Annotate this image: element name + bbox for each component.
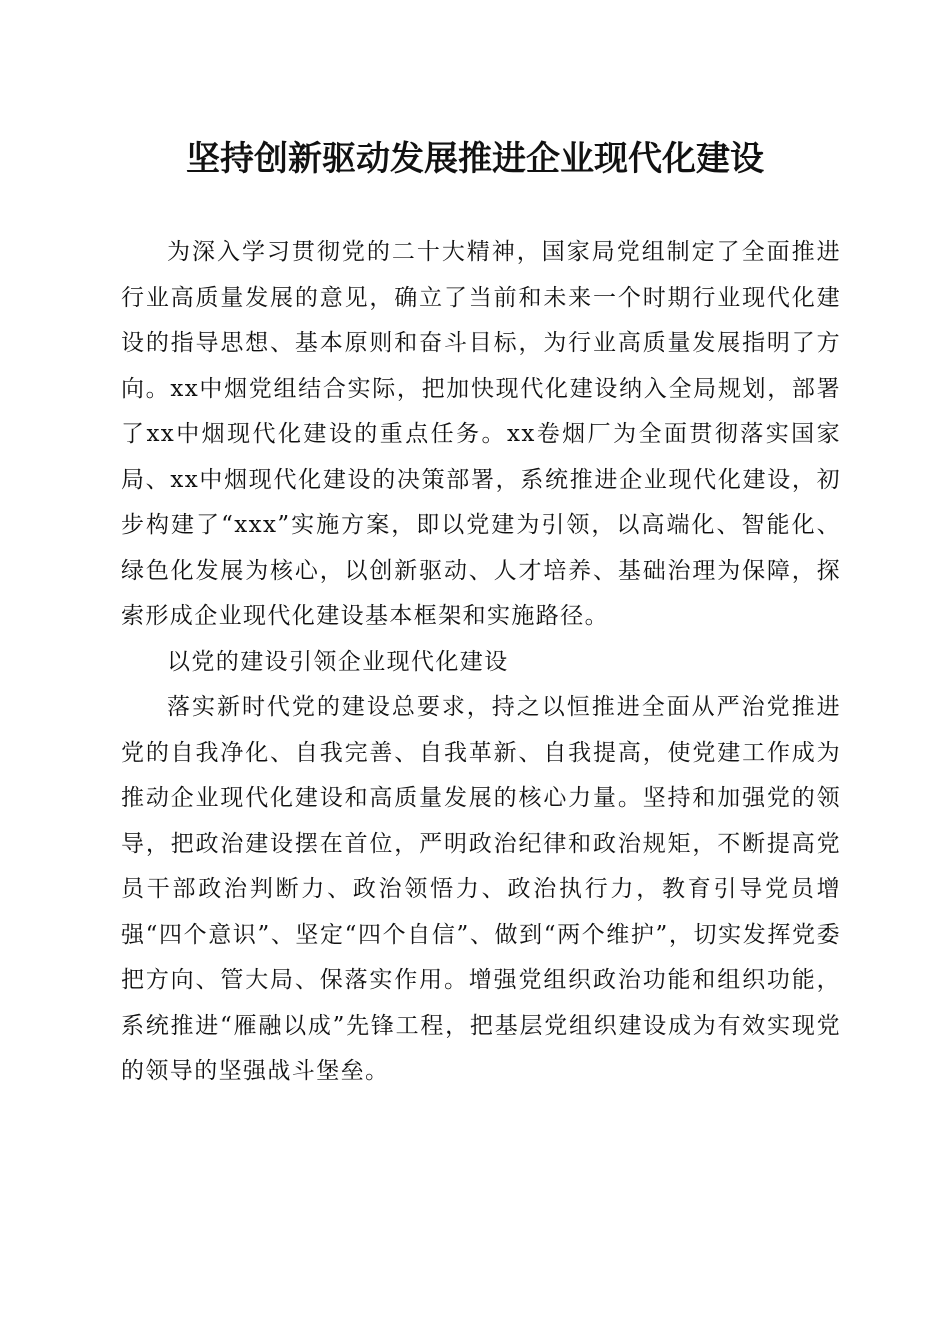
- section-heading: 以党的建设引领企业现代化建设: [167, 648, 509, 675]
- document-title: 坚持创新驱动发展推进企业现代化建设: [186, 139, 764, 179]
- section-paragraph: 落实新时代党的建设总要求，持之以恒推进全面从严治党推进党的自我净化、自我完善、自我革新、自我提高，使党建工作成为推动企业现代化建设和高质量发展的核心力量。坚持和加强党的领导，把政治建设摆在首位，严明政治纪律和政治规矩，不断提高党员干部政治判断力、政治领悟力、政治执行力，教育引导党员增强“四个意识”、坚定“四个自信”、做到“两个维护”，切实发挥党委把方向、管大局、保落实作用。增强党组织政治功能和组织功能，系统推进“雁融以成”先锋工程，把基层党组织建设成为有效实现党的领导的坚强战斗堡垒。: [121, 694, 841, 1084]
- intro-paragraph: 为深入学习贯彻党的二十大精神，国家局党组制定了全面推进行业高质量发展的意见，确立了当前和未来一个时期行业现代化建设的指导思想、基本原则和奋斗目标，为行业高质量发展指明了方向。xx中烟党组结合实际，把加快现代化建设纳入全局规划，部署了xx中烟现代化建设的重点任务。xx卷烟厂为全面贯彻落实国家局、xx中烟现代化建设的决策部署，系统推进企业现代化建设，初步构建了“xxx”实施方案，即以党建为引领，以高端化、智能化、绿色化发展为核心，以创新驱动、人才培养、基础治理为保障，探索形成企业现代化建设基本框架和实施路径。: [121, 239, 841, 629]
- document-body: [121, 230, 841, 1095]
